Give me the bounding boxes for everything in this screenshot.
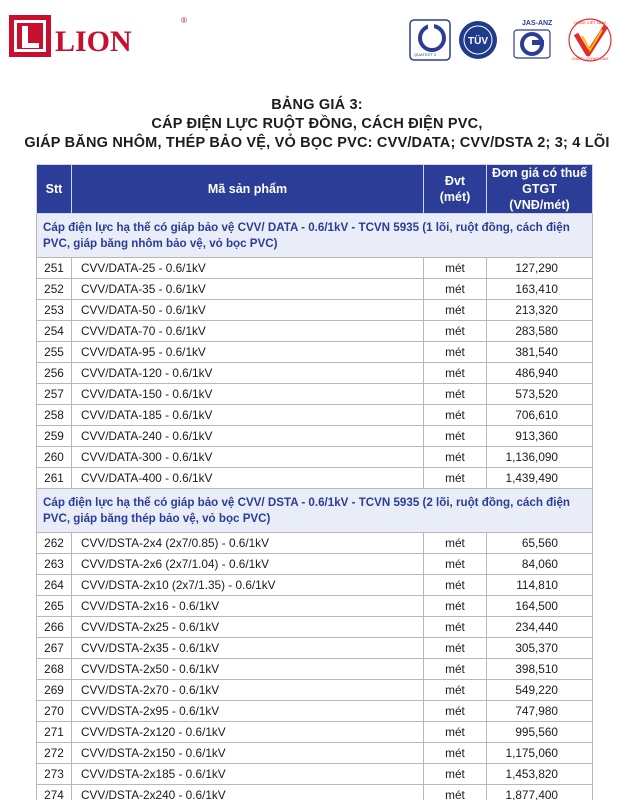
table-row (37, 617, 593, 638)
cell-stt: 255 (37, 342, 72, 363)
cell-product: CVV/DATA-70 - 0.6/1kV (72, 321, 424, 342)
cell-price: 84,060 (487, 554, 593, 575)
cell-unit: mét (424, 617, 487, 638)
cell-product: CVV/DSTA-2x120 - 0.6/1kV (72, 722, 424, 743)
svg-text:QUATEST 3: QUATEST 3 (414, 52, 436, 57)
table-row (37, 554, 593, 575)
cell-price: 381,540 (487, 342, 593, 363)
cell-stt: 271 (37, 722, 72, 743)
cell-product: CVV/DATA-300 - 0.6/1kV (72, 447, 424, 468)
cell-stt: 273 (37, 764, 72, 785)
cell-stt: 260 (37, 447, 72, 468)
cell-unit: mét (424, 764, 487, 785)
table-row (37, 701, 593, 722)
table-row (37, 743, 593, 764)
cell-stt: 265 (37, 596, 72, 617)
cell-stt: 274 (37, 785, 72, 800)
table-row (37, 680, 593, 701)
cell-product: CVV/DATA-95 - 0.6/1kV (72, 342, 424, 363)
cell-price: 1,175,060 (487, 743, 593, 764)
group-title: Cáp điện lực hạ thế có giáp bảo vệ CVV/ DSTA - 0.6/1kV - TCVN 5935 (2 lõi, ruột đồng, cách điện PVC, giáp băng thép bảo vệ, vỏ bọc PVC) (37, 489, 593, 533)
cell-stt: 259 (37, 426, 72, 447)
cell-stt: 257 (37, 384, 72, 405)
cell-unit: mét (424, 405, 487, 426)
cell-price: 1,136,090 (487, 447, 593, 468)
cell-unit: mét (424, 342, 487, 363)
table-row (37, 575, 593, 596)
cell-product: CVV/DATA-240 - 0.6/1kV (72, 426, 424, 447)
cell-product: CVV/DSTA-2x10 (2x7/1.35) - 0.6/1kV (72, 575, 424, 596)
table-row (37, 533, 593, 554)
cell-price: 114,810 (487, 575, 593, 596)
table-row (37, 722, 593, 743)
table-header-row (37, 165, 593, 214)
cell-stt: 266 (37, 617, 72, 638)
cell-product: CVV/DSTA-2x95 - 0.6/1kV (72, 701, 424, 722)
cell-product: CVV/DATA-185 - 0.6/1kV (72, 405, 424, 426)
cell-stt: 264 (37, 575, 72, 596)
cell-price: 747,980 (487, 701, 593, 722)
cell-product: CVV/DATA-120 - 0.6/1kV (72, 363, 424, 384)
cell-product: CVV/DSTA-2x150 - 0.6/1kV (72, 743, 424, 764)
table-row (37, 426, 593, 447)
cell-price: 706,610 (487, 405, 593, 426)
header-price: Đơn giá có thuế GTGT (VNĐ/mét) (487, 165, 593, 214)
table-row (37, 321, 593, 342)
cell-unit: mét (424, 426, 487, 447)
cell-unit: mét (424, 363, 487, 384)
table-row (37, 659, 593, 680)
cell-unit: mét (424, 447, 487, 468)
cell-price: 164,500 (487, 596, 593, 617)
svg-text:JAS-ANZ: JAS-ANZ (522, 20, 553, 27)
document-title (0, 96, 634, 153)
table-row (37, 764, 593, 785)
lion-logo (9, 13, 189, 61)
cell-price: 995,560 (487, 722, 593, 743)
cell-unit: mét (424, 258, 487, 279)
cell-product: CVV/DATA-400 - 0.6/1kV (72, 468, 424, 489)
cell-unit: mét (424, 701, 487, 722)
cell-unit: mét (424, 575, 487, 596)
table-row (37, 342, 593, 363)
table-group-row (37, 214, 593, 258)
title-line-2: CÁP ĐIỆN LỰC RUỘT ĐỒNG, CÁCH ĐIỆN PVC, (151, 116, 483, 132)
cell-unit: mét (424, 533, 487, 554)
cell-product: CVV/DATA-35 - 0.6/1kV (72, 279, 424, 300)
cell-price: 549,220 (487, 680, 593, 701)
cell-product: CVV/DSTA-2x240 - 0.6/1kV (72, 785, 424, 800)
cell-stt: 256 (37, 363, 72, 384)
svg-text:LION: LION (55, 25, 132, 58)
cell-unit: mét (424, 743, 487, 764)
certification-badges (408, 16, 618, 64)
table-row (37, 279, 593, 300)
svg-text:TÜV: TÜV (468, 36, 488, 47)
cell-product: CVV/DSTA-2x70 - 0.6/1kV (72, 680, 424, 701)
page-header (0, 0, 634, 80)
title-line-3: GIÁP BĂNG NHÔM, THÉP BẢO VỆ, VỎ BỌC PVC: CVV/DATA; CVV/DSTA 2; 3; 4 LÕI (24, 135, 610, 151)
svg-text:CHẤT LƯỢNG CAO: CHẤT LƯỢNG CAO (571, 56, 609, 61)
cell-product: CVV/DATA-50 - 0.6/1kV (72, 300, 424, 321)
table-row (37, 300, 593, 321)
cell-price: 305,370 (487, 638, 593, 659)
cell-stt: 267 (37, 638, 72, 659)
cell-stt: 258 (37, 405, 72, 426)
cell-stt: 263 (37, 554, 72, 575)
group-title: Cáp điện lực hạ thế có giáp bảo vệ CVV/ DATA - 0.6/1kV - TCVN 5935 (1 lõi, ruột đồng, cách điện PVC, giáp băng nhôm bảo vệ, vỏ bọc PVC) (37, 214, 593, 258)
quatest-icon (410, 20, 450, 60)
table-row (37, 447, 593, 468)
cell-product: CVV/DATA-25 - 0.6/1kV (72, 258, 424, 279)
table-row (37, 384, 593, 405)
cell-product: CVV/DSTA-2x35 - 0.6/1kV (72, 638, 424, 659)
cell-price: 1,453,820 (487, 764, 593, 785)
cell-unit: mét (424, 279, 487, 300)
cell-stt: 252 (37, 279, 72, 300)
cell-stt: 262 (37, 533, 72, 554)
cell-stt: 251 (37, 258, 72, 279)
cell-price: 234,440 (487, 617, 593, 638)
cell-unit: mét (424, 680, 487, 701)
cell-price: 573,520 (487, 384, 593, 405)
svg-text:®: ® (181, 16, 187, 25)
table-body (37, 214, 593, 800)
cell-price: 127,290 (487, 258, 593, 279)
cell-stt: 261 (37, 468, 72, 489)
table-row (37, 363, 593, 384)
cell-product: CVV/DSTA-2x6 (2x7/1.04) - 0.6/1kV (72, 554, 424, 575)
svg-text:HÀNG VIỆT NAM: HÀNG VIỆT NAM (574, 20, 606, 25)
cell-price: 913,360 (487, 426, 593, 447)
cell-unit: mét (424, 722, 487, 743)
cell-unit: mét (424, 554, 487, 575)
cell-product: CVV/DSTA-2x25 - 0.6/1kV (72, 617, 424, 638)
table-row (37, 468, 593, 489)
cell-price: 283,580 (487, 321, 593, 342)
table-row (37, 405, 593, 426)
title-line-1: BẢNG GIÁ 3: (271, 97, 363, 113)
cell-price: 163,410 (487, 279, 593, 300)
table-row (37, 785, 593, 800)
tuv-icon (459, 21, 497, 59)
cell-stt: 272 (37, 743, 72, 764)
cell-unit: mét (424, 596, 487, 617)
cell-price: 1,439,490 (487, 468, 593, 489)
cell-unit: mét (424, 384, 487, 405)
header-unit: Đvt (mét) (424, 165, 487, 214)
cell-price: 398,510 (487, 659, 593, 680)
cell-price: 213,320 (487, 300, 593, 321)
cell-unit: mét (424, 659, 487, 680)
cell-unit: mét (424, 638, 487, 659)
jas-anz-icon (514, 20, 553, 58)
hang-viet-nam-chat-luong-cao-icon (569, 19, 611, 61)
cell-product: CVV/DSTA-2x185 - 0.6/1kV (72, 764, 424, 785)
cell-product: CVV/DATA-150 - 0.6/1kV (72, 384, 424, 405)
cell-product: CVV/DSTA-2x16 - 0.6/1kV (72, 596, 424, 617)
header-stt: Stt (37, 165, 72, 214)
cell-stt: 254 (37, 321, 72, 342)
cell-product: CVV/DSTA-2x50 - 0.6/1kV (72, 659, 424, 680)
cell-unit: mét (424, 785, 487, 800)
cell-stt: 269 (37, 680, 72, 701)
table-row (37, 596, 593, 617)
cell-stt: 268 (37, 659, 72, 680)
cell-unit: mét (424, 300, 487, 321)
cell-price: 1,877,400 (487, 785, 593, 800)
table-group-row (37, 489, 593, 533)
cell-unit: mét (424, 321, 487, 342)
cell-product: CVV/DSTA-2x4 (2x7/0.85) - 0.6/1kV (72, 533, 424, 554)
table-row (37, 258, 593, 279)
header-product: Mã sản phẩm (72, 165, 424, 214)
cell-unit: mét (424, 468, 487, 489)
price-table (36, 164, 593, 800)
cell-stt: 270 (37, 701, 72, 722)
table-row (37, 638, 593, 659)
cell-stt: 253 (37, 300, 72, 321)
cell-price: 65,560 (487, 533, 593, 554)
cell-price: 486,940 (487, 363, 593, 384)
